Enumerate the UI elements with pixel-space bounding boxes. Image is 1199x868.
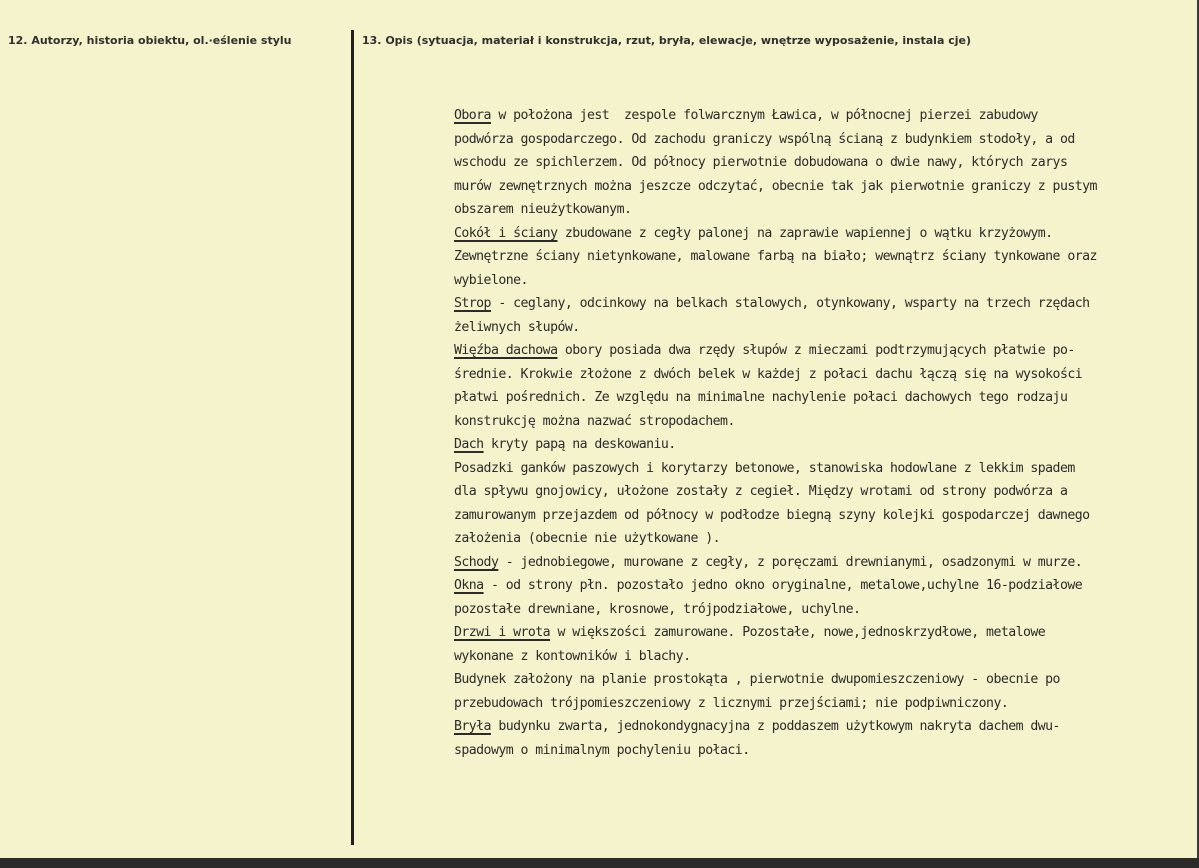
underlined-term: Schody — [454, 554, 499, 570]
underlined-term: Dach — [454, 437, 484, 452]
line-text: kryty papą na deskowaniu. — [483, 437, 676, 452]
line-text: Posadzki ganków paszowych i korytarzy betonowe, stanowiska hodowlane z lekkim spadem — [454, 460, 1075, 476]
line-text: zamurowanym przejazdem od północy w podłodze biegną szyny kolejki gospodarczej dawnego — [454, 507, 1090, 523]
line-text: płatwi pośrednich. Ze względu na minimalne nachylenie połaci dachowych tego rodzaju — [454, 390, 1068, 405]
line-text: w położona jest zespole folwarcznym Ławica, w północnej pierzei zabudowy — [490, 108, 1038, 123]
description-line — [454, 292, 1194, 316]
line-text: w większości zamurowane. Pozostałe, nowe,jednoskrzydłowe, metalowe — [550, 625, 1046, 640]
line-text: obory posiada dwa rzędy słupów z mieczami podtrzymujących płatwie po- — [557, 343, 1075, 358]
description-line — [454, 316, 1194, 340]
line-text: wybielone. — [454, 272, 528, 288]
description-line — [454, 457, 1194, 481]
underlined-term: Obora — [454, 108, 491, 123]
description-line — [454, 574, 1194, 598]
line-text: przebudowach trójpomieszczeniowy z licznymi przejściami; nie podpiwniczony. — [454, 695, 1009, 711]
line-text: pozostałe drewniane, krosnowe, trójpodziałowe, uchylne. — [454, 601, 861, 617]
line-text: murów zewnętrznych można jeszcze odczytać, obecnie tak jak pierwotnie graniczy z pustym — [454, 178, 1097, 194]
description-line — [454, 551, 1194, 575]
underlined-term: Cokół i ściany — [454, 225, 558, 241]
line-text: - jednobiegowe, murowane z cegły, z poręczami drewnianymi, osadzonymi w murze. — [498, 554, 1083, 570]
section-authors-column — [0, 0, 352, 858]
description-line — [454, 621, 1194, 645]
underlined-term: Strop — [454, 296, 491, 311]
line-text: wschodu ze spichlerzem. Od północy pierwotnie dobudowana o dwie nawy, których zarys — [454, 155, 1068, 170]
description-line — [454, 339, 1194, 363]
description-text — [454, 104, 1194, 762]
line-text: założenia (obecnie nie użytkowane ). — [454, 531, 721, 546]
description-line — [454, 104, 1194, 128]
line-text: spadowym o minimalnym pochyleniu połaci. — [454, 742, 750, 758]
description-line — [454, 151, 1194, 175]
line-text: konstrukcję można nazwać stropodachem. — [454, 413, 735, 429]
column-divider — [351, 30, 354, 845]
scan-border — [0, 858, 1199, 868]
line-text: - od strony płn. pozostało jedno okno oryginalne, metalowe,uchylne 16-podziałowe — [483, 578, 1083, 593]
description-line — [454, 527, 1194, 551]
description-line — [454, 245, 1194, 269]
description-line — [454, 222, 1194, 246]
description-line — [454, 598, 1194, 622]
description-line — [454, 198, 1194, 222]
description-line — [454, 175, 1194, 199]
line-text: Budynek założony na planie prostokąta , pierwotnie dwupomieszczeniowy - obecnie po — [454, 672, 1060, 687]
line-text: wykonane z kontowników i blachy. — [454, 648, 691, 664]
underlined-term: Drzwi i wrota — [454, 625, 551, 640]
description-line — [454, 668, 1194, 692]
line-text: żeliwnych słupów. — [454, 319, 580, 335]
description-line — [454, 715, 1194, 739]
underlined-term: Bryła — [454, 719, 491, 734]
underlined-term: Więźba dachowa — [454, 343, 558, 358]
line-text: Zewnętrzne ściany nietynkowane, malowane farbą na biało; wewnątrz ściany tynkowane oraz — [454, 249, 1097, 264]
section-13-heading: 13. Opis (sytuacja, materiał i konstrukcja, rzut, bryła, elewacje, wnętrze wyposażenie, instala cje) — [362, 34, 971, 47]
description-line — [454, 692, 1194, 716]
line-text: budynku zwarta, jednokondygnacyjna z poddaszem użytkowym nakryta dachem dwu- — [490, 719, 1060, 734]
description-line — [454, 504, 1194, 528]
line-text: obszarem nieużytkowanym. — [454, 202, 632, 217]
description-line — [454, 269, 1194, 293]
description-line — [454, 363, 1194, 387]
description-line — [454, 128, 1194, 152]
description-line — [454, 410, 1194, 434]
description-line — [454, 480, 1194, 504]
description-line — [454, 433, 1194, 457]
line-text: - ceglany, odcinkowy na belkach stalowych, otynkowany, wsparty na trzech rzędach — [490, 296, 1090, 311]
description-line — [454, 386, 1194, 410]
line-text: średnie. Krokwie złożone z dwóch belek w każdej z połaci dachu łączą się na wysokości — [454, 366, 1083, 382]
description-line — [454, 645, 1194, 669]
line-text: zbudowane z cegły palonej na zaprawie wapiennej o wątku krzyżowym. — [557, 225, 1053, 241]
underlined-term: Okna — [454, 578, 484, 593]
line-text: dla spływu gnojowicy, ułożone zostały z cegieł. Między wrotami od strony podwórza a — [454, 484, 1068, 499]
line-text: podwórza gospodarczego. Od zachodu graniczy wspólną ścianą z budynkiem stodoły, a od — [454, 131, 1075, 147]
section-12-heading: 12. Autorzy, historia obiektu, ol.·eślenie stylu — [8, 34, 292, 47]
description-line — [454, 739, 1194, 763]
